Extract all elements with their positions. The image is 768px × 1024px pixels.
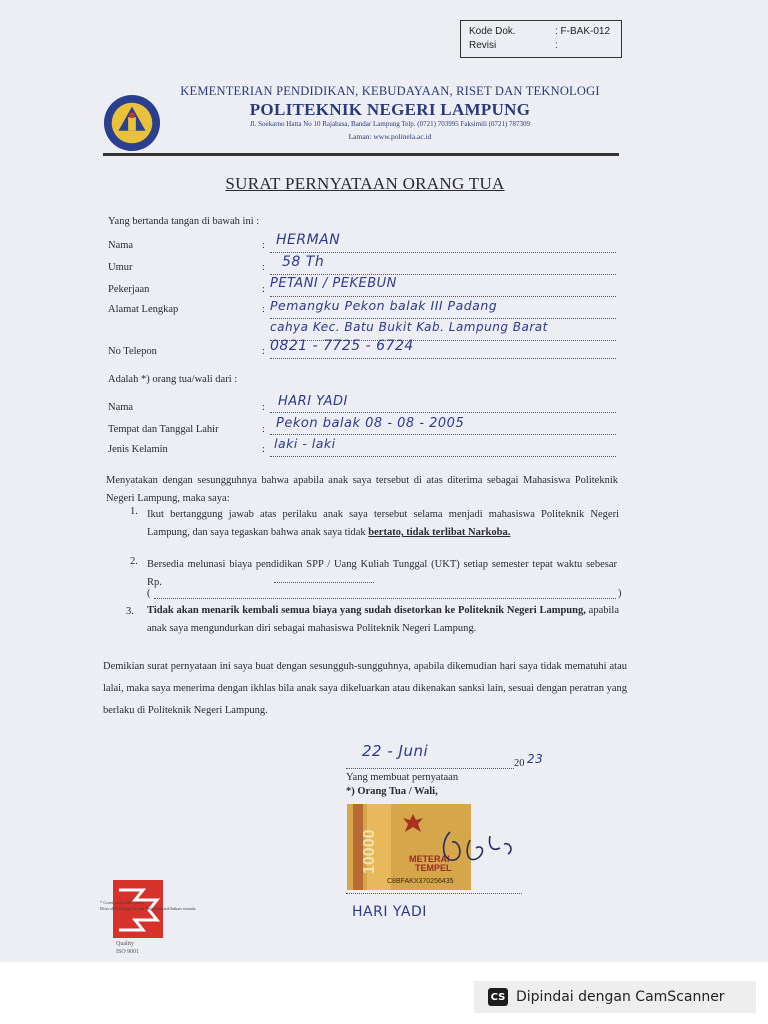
signature-name: HARI YADI [352,904,427,920]
item-2-text: Bersedia melunasi biaya pendidikan SPP / Uang Kuliah Tunggal (UKT) setiap semester tepat waktu sebesar Rp. [147,559,617,588]
colon: : [262,402,265,413]
stamp-serial: C8BFAKX370256435 [387,878,454,885]
fill-line [270,358,616,359]
camscanner-text: Dipindai dengan CamScanner [516,989,725,1005]
fill-line [270,274,616,275]
revisi-label: Revisi [469,40,497,51]
colon: : [262,304,265,315]
garuda-emblem-icon [401,812,425,834]
parent-address-label: Alamat Lengkap [108,304,179,315]
document-title: SURAT PERNYATAAN ORANG TUA [225,174,505,193]
item-number-1: 1. [130,506,138,517]
camscanner-badge [474,981,756,1013]
fill-line [346,893,522,894]
parent-phone-value: 0821 - 7725 - 6724 [270,338,414,354]
colon: : [262,346,265,357]
guardian-of-text: Adalah *) orang tua/wali dari : [108,374,238,385]
colon: : [262,262,265,273]
fill-line [270,434,616,435]
fill-line [270,412,616,413]
fill-line [270,296,616,297]
signature-year-prefix: 20 [514,758,525,769]
item-number-3: 3. [126,606,134,617]
institution-address: Jl. Soekarno Hatta No 10 Rajabasa, Bandar Lampung Telp. (0721) 703995 Faksimili (0721) 787309 [249,120,531,128]
parent-job-label: Pekerjaan [108,284,150,295]
child-gender-label: Jenis Kelamin [108,444,168,455]
paren-open: ( [147,588,151,599]
child-birth-value: Pekon balak 08 - 08 - 2005 [276,416,465,431]
signature-date: 22 - Juni [362,742,429,760]
parent-address-line1: Pemangku Pekon balak III Padang [270,298,498,313]
parent-age-value: 58 Th [282,254,325,270]
parent-age-label: Umur [108,262,133,273]
intro-text: Yang bertanda tangan di bawah ini : [108,216,260,227]
polinela-logo-icon [103,94,161,152]
child-birth-label: Tempat dan Tanggal Lahir [108,424,219,435]
colon: : [262,284,265,295]
closing-text: Demikian surat pernyataan ini saya buat dengan sesungguh-sungguhnya, apabila dikemudian hari saya tidak mematuhi atau lalai, maka saya menerima dengan ikhlas bila anak saya dikeluarkan atau dikenakan sanksi lain, sesuai dengan peratran yang berlaku di Politeknik Negeri Lampung. [103,661,627,716]
ministry-name: KEMENTERIAN PENDIDIKAN, KEBUDAYAAN, RISET DAN TEKNOLOGI [180,84,600,98]
item-1-main: Ikut bertanggung jawab atas perilaku anak saya tersebut selama menjadi mahasiswa Politeknik Negeri Lampung, dan saya tegaskan bahwa anak saya tidak [147,509,619,538]
parent-job-value: PETANI / PEKEBUN [270,276,397,291]
iso-label: ISO 9001 [116,949,140,955]
fill-line [154,598,616,599]
child-name-label: Nama [108,402,134,413]
fill-line [270,456,616,457]
stamp-value: 10000 [361,829,378,874]
parent-name-value: HERMAN [276,232,341,248]
quality-label: Quality [116,941,134,947]
item-3-text [147,602,619,638]
revisi-value: : [555,40,558,51]
parent-address-line2: cahya Kec. Batu Bukit Kab. Lampung Barat [270,320,548,334]
item-3-emphasis: Tidak akan menarik kembali semua biaya yang sudah disetorkan ke Politeknik Negeri Lampung, [147,605,586,616]
iso-note [100,900,195,912]
item-number-2: 2. [130,556,138,567]
iso-caption [116,940,139,956]
signature-maker: Yang membuat pernyataan [346,772,459,783]
item-1-emphasis: bertato, tidak terlibat Narkoba. [368,527,511,538]
item-3-main: apabila anak saya mengundurkan diri sebagai mahasiswa Politeknik Negeri Lampung. [147,605,619,634]
statement-text: Menyatakan dengan sesungguhnya bahwa apabila anak saya tersebut di atas diterima sebagai Mahasiswa Politeknik Negeri Lampung, maka saya: [106,475,618,504]
paren-close: ) [618,588,622,599]
colon: : [262,240,265,251]
fill-line [270,318,616,319]
header-divider [103,153,619,156]
kode-value: : F-BAK-012 [555,26,611,37]
stamp-line1: METERAI [409,854,450,864]
institution-name: POLITEKNIK NEGERI LAMPUNG [249,100,531,119]
colon: : [262,424,265,435]
parent-phone-label: No Telepon [108,346,157,357]
iso-note-line1: * Coret yang tidak perlu [100,900,144,905]
handwritten-signature [430,822,520,872]
signature-role: *) Orang Tua / Wali, [346,786,438,797]
stamp-line2: TEMPEL [415,863,452,873]
colon: : [262,444,265,455]
fill-line [274,582,374,583]
kode-label: Kode Dok. [469,26,516,37]
child-name-value: HARI YADI [278,394,348,409]
camscanner-logo-icon: CS [488,988,508,1006]
fill-line [270,252,616,253]
document-code-box [460,20,622,58]
signature-year: 23 [527,752,544,766]
fill-line [346,768,514,769]
item-1-text [147,506,619,542]
iso-note-line2: Diisi oleh Orang tua dan Representatif/bukan wisuda [100,906,196,911]
child-gender-value: laki - laki [274,436,336,451]
institution-website: Laman: www.polinela.ac.id [348,132,432,141]
parent-name-label: Nama [108,240,134,251]
